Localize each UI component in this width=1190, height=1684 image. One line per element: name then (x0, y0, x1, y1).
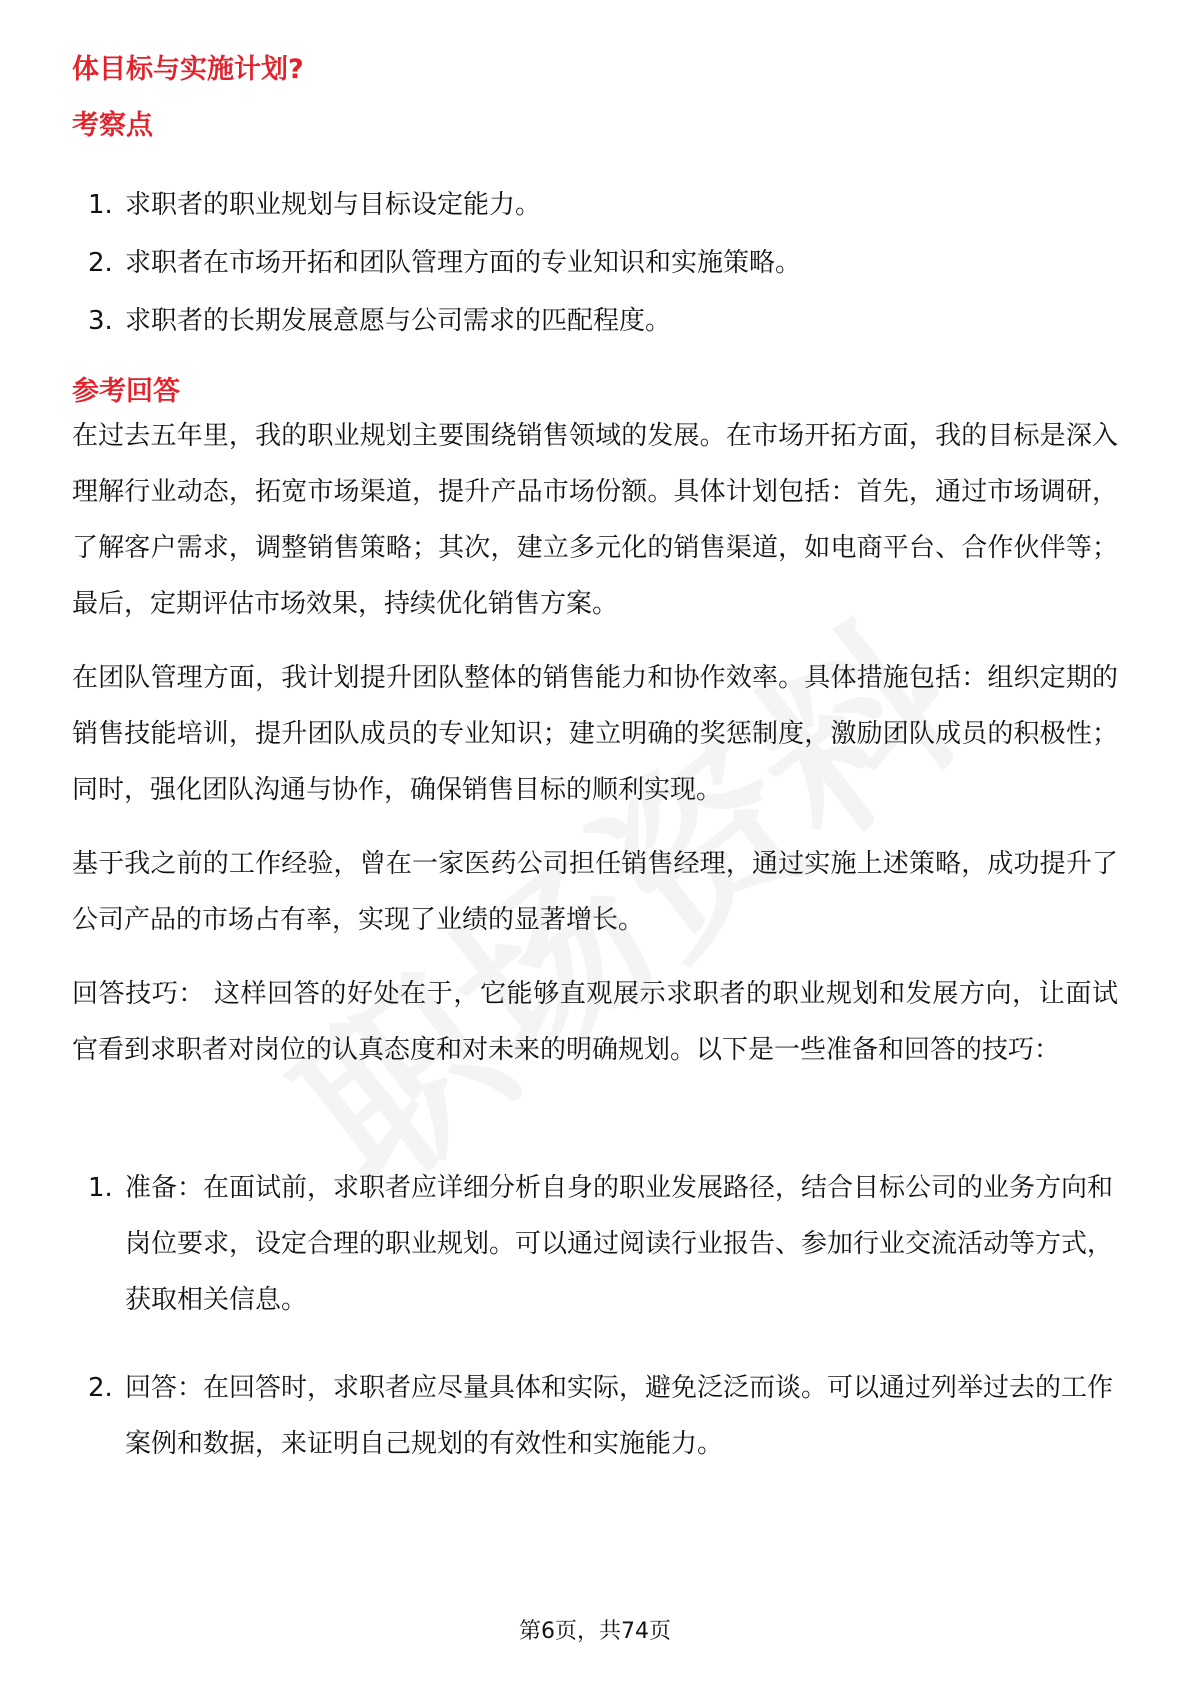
list-item-text: 求职者的长期发展意愿与公司需求的匹配程度。 (125, 306, 672, 336)
answer-paragraph: 基于我之前的工作经验，曾在一家医药公司担任销售经理，通过实施上述策略，成功提升了公司产品的市场占有率，实现了业绩的显著增长。 (72, 849, 1118, 935)
list-number: 2. (88, 1373, 113, 1403)
tips-list (72, 1160, 1118, 1504)
section-heading-kaocha: 考察点 (72, 110, 153, 141)
kaocha-list (72, 176, 1118, 350)
list-item-text: 回答：在回答时，求职者应尽量具体和实际，避免泛泛而谈。可以通过列举过去的工作案例和数据，来证明自己规划的有效性和实施能力。 (125, 1373, 1114, 1459)
list-item-text: 准备：在面试前，求职者应详细分析自身的职业发展路径，结合目标公司的业务方向和岗位要求，设定合理的职业规划。可以通过阅读行业报告、参加行业交流活动等方式，获取相关信息。 (125, 1173, 1114, 1315)
question-heading: 体目标与实施计划? (72, 54, 304, 85)
list-item (72, 292, 1118, 350)
answer-paragraph: 在团队管理方面，我计划提升团队整体的销售能力和协作效率。具体措施包括：组织定期的销售技能培训，提升团队成员的专业知识；建立明确的奖惩制度，激励团队成员的积极性；同时，强化团队沟通与协作，确保销售目标的顺利实现。 (72, 663, 1118, 805)
list-number: 3. (88, 306, 113, 336)
page-footer: 第6页，共74页 (519, 1619, 671, 1644)
list-item-text: 求职者在市场开拓和团队管理方面的专业知识和实施策略。 (125, 248, 802, 278)
list-number: 1. (88, 1173, 113, 1203)
list-item (72, 176, 1118, 234)
list-item (72, 1160, 1118, 1328)
list-item (72, 234, 1118, 292)
tips-intro-paragraph: 回答技巧： 这样回答的好处在于，它能够直观展示求职者的职业规划和发展方向，让面试官看到求职者对岗位的认真态度和对未来的明确规划。以下是一些准备和回答的技巧： (72, 979, 1118, 1065)
section-heading-cankao: 参考回答 (72, 376, 180, 407)
list-item (72, 1360, 1118, 1472)
list-number: 1. (88, 190, 113, 220)
list-number: 2. (88, 248, 113, 278)
answer-paragraph: 在过去五年里，我的职业规划主要围绕销售领域的发展。在市场开拓方面，我的目标是深入理解行业动态，拓宽市场渠道，提升产品市场份额。具体计划包括：首先，通过市场调研，了解客户需求，调整销售策略；其次，建立多元化的销售渠道，如电商平台、合作伙伴等；最后，定期评估市场效果，持续优化销售方案。 (72, 421, 1118, 619)
list-item-text: 求职者的职业规划与目标设定能力。 (125, 190, 542, 220)
